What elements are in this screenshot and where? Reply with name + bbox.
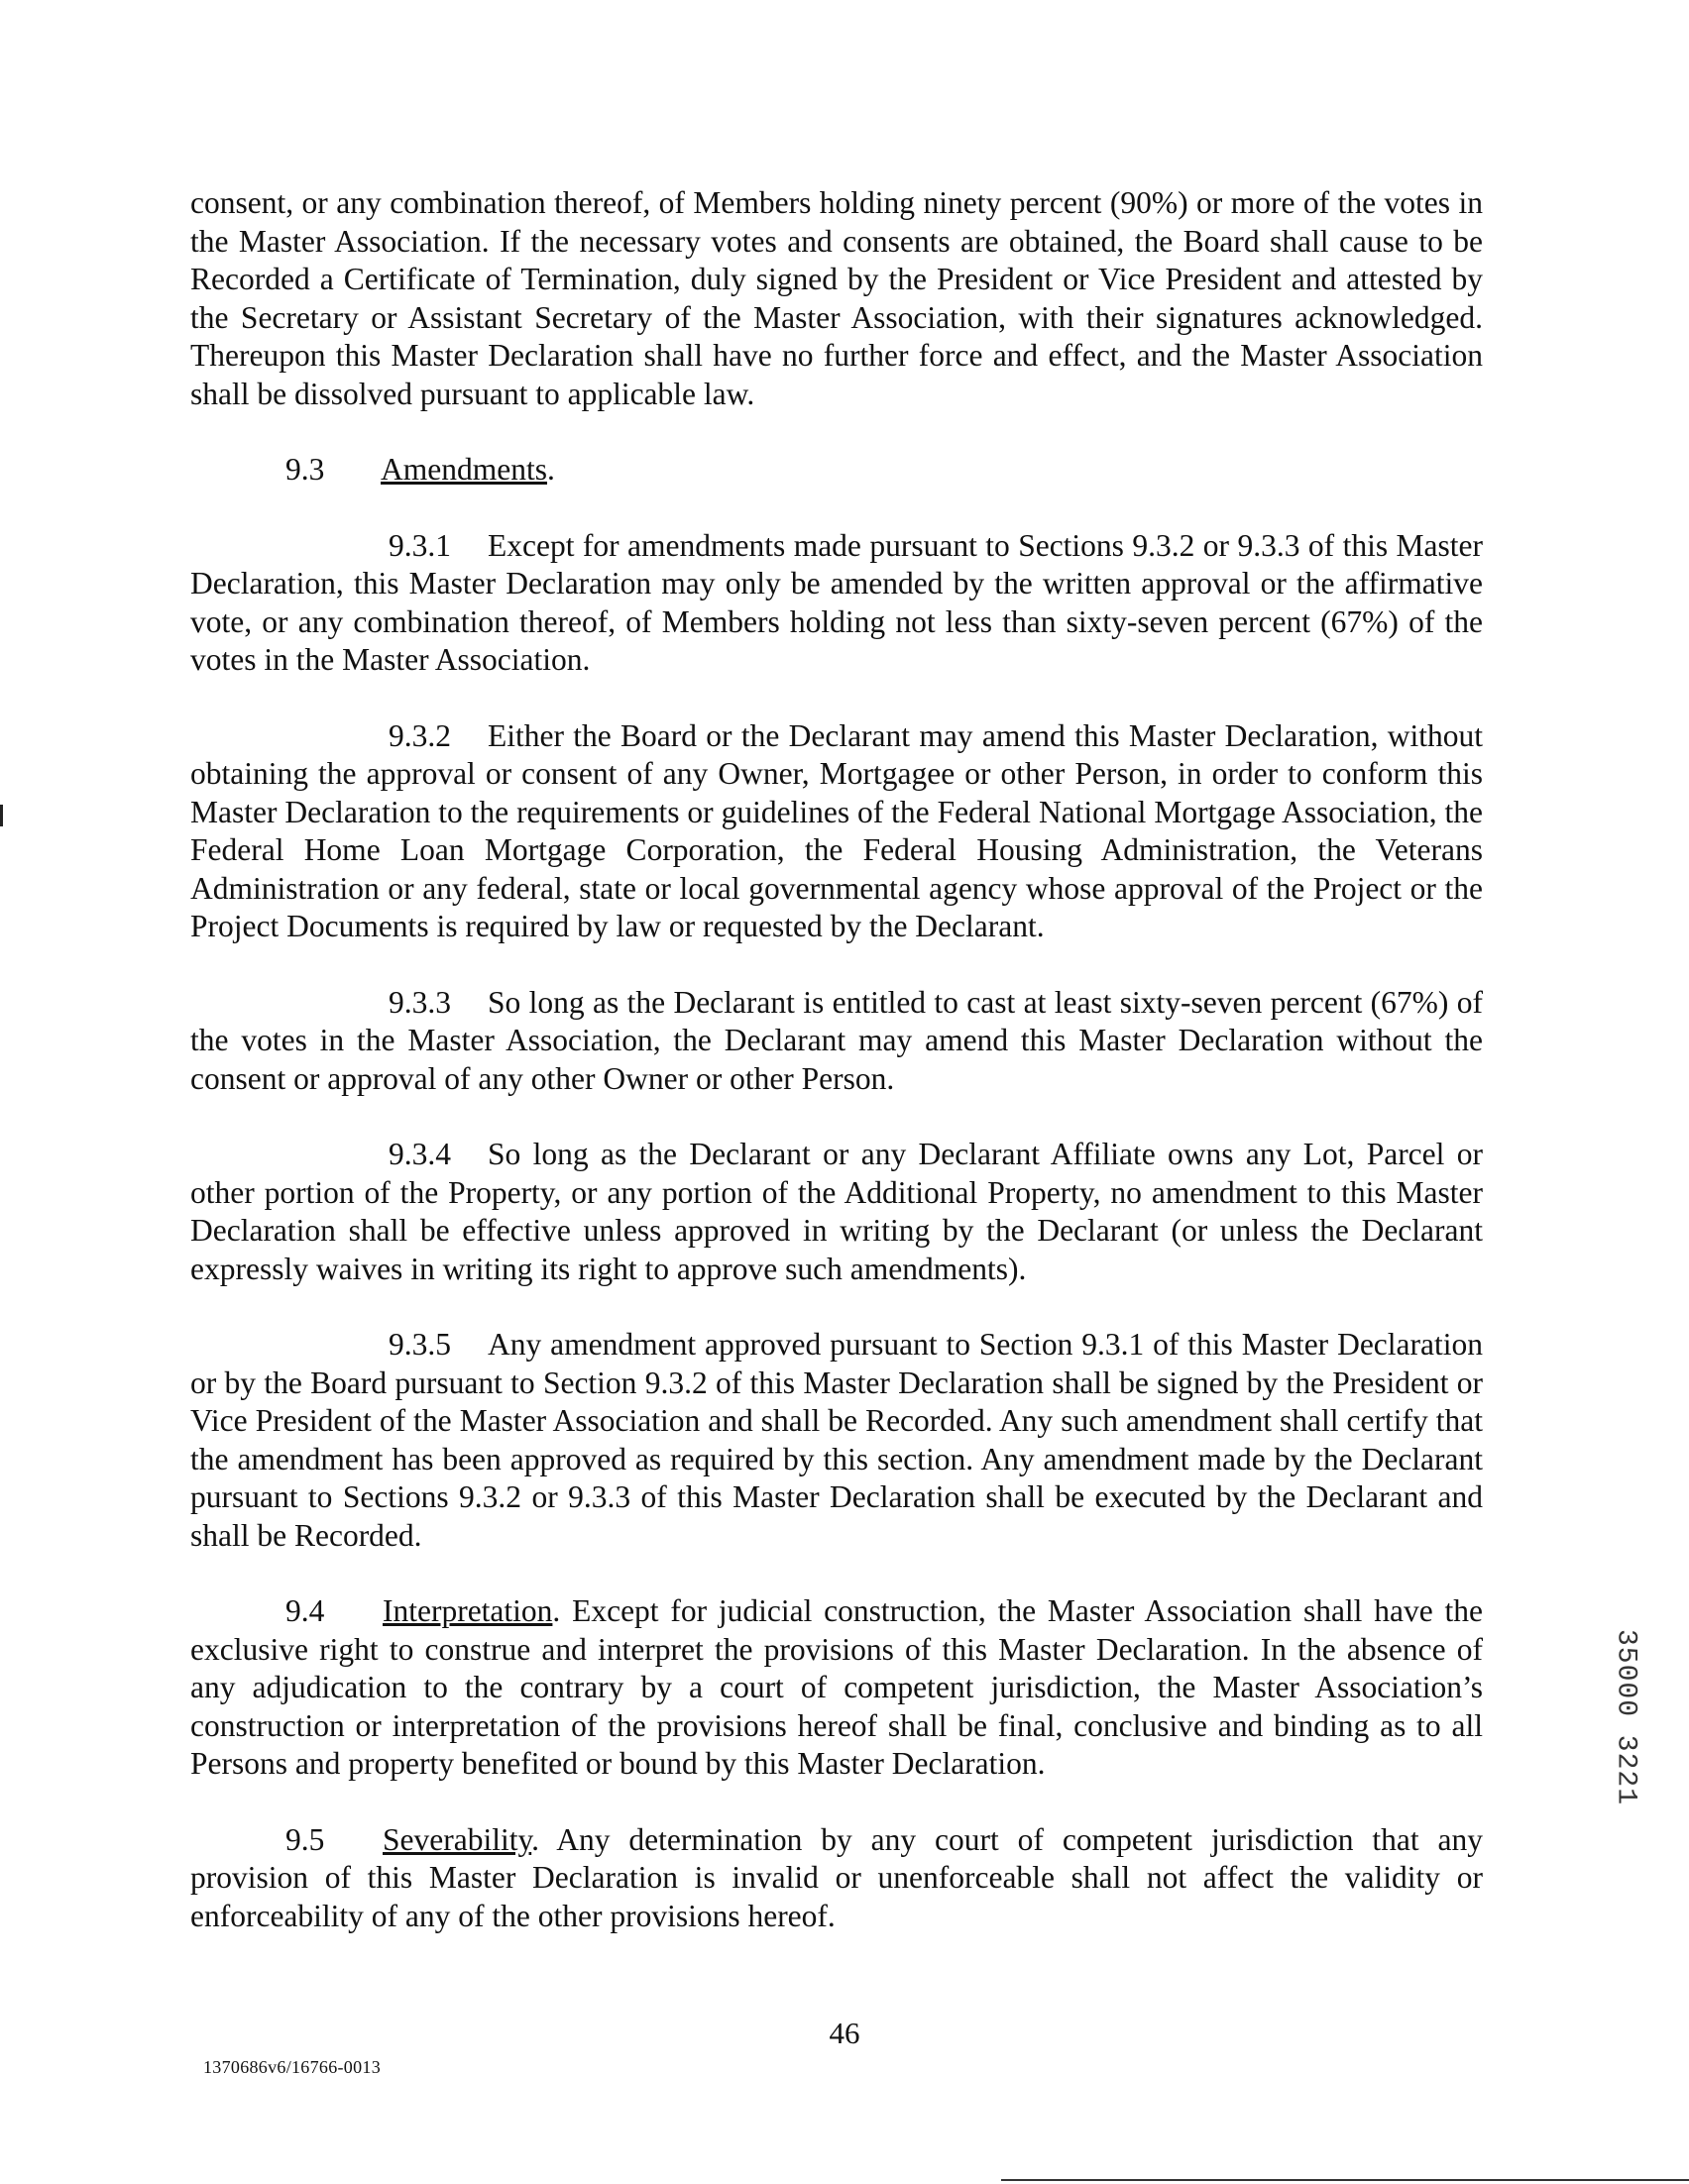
scan-edge-mark	[0, 805, 3, 826]
recording-stamp-text: 35000 3221	[1610, 1628, 1641, 1806]
subsection-text: Any amendment approved pursuant to Section 9.3.1 of this Master Declaration or by the Board pursuant to Section 9.3.2 of this Master Declaration shall be signed by the President or Vice President of the Master Association and shall be Recorded. Any such amendment shall certify that the amendment has been approved as required by this section. Any amendment made by the Declarant pursuant to Sections 9.3.2 or 9.3.3 of this Master Declaration shall be executed by the Declarant and shall be Recorded.	[190, 1327, 1483, 1553]
section-number: 9.3	[285, 452, 325, 487]
section-9-5	[190, 1821, 1483, 1936]
section-9-3-3	[190, 984, 1483, 1099]
section-9-3-5	[190, 1326, 1483, 1555]
section-9-3-heading	[190, 451, 1483, 490]
subsection-text: So long as the Declarant is entitled to cast at least sixty-seven percent (67%) of the votes in the Master Association, the Declarant may amend this Master Declaration without the consent or approval of any other Owner or other Person.	[190, 984, 1483, 1096]
subsection-number: 9.3.2	[389, 717, 451, 753]
recording-stamp	[1606, 1593, 1645, 1841]
section-9-4	[190, 1592, 1483, 1784]
subsection-number: 9.3.4	[389, 1137, 451, 1171]
section-title: Amendments	[381, 452, 547, 487]
subsection-text: Either the Board or the Declarant may amend this Master Declaration, without obtaining the approval or consent of any Owner, Mortgagee or other Person, in order to conform this Master Declaration to the requirements or guidelines of the Federal National Mortgage Association, the Federal Home Loan Mortgage Corporation, the Federal Housing Administration, the Veterans Administration or any federal, state or local governmental agency whose approval of the Project or the Project Documents is required by law or requested by the Declarant.	[190, 717, 1483, 943]
section-text: . Any determination by any court of competent jurisdiction that any provision of this Master Declaration is invalid or unenforceable shall not affect the validity or enforceability of any of the other provisions hereof.	[190, 1821, 1483, 1933]
subsection-number: 9.3.1	[389, 527, 451, 563]
section-text: . Except for judicial construction, the Master Association shall have the exclusive right to construe and interpret the provisions of this Master Declaration. In the absence of any adjudication to the contrary by a court of competent jurisdiction, the Master Association’s construction or interpretation of the provisions hereof shall be final, conclusive and binding as to all Persons and property benefited or bound by this Master Declaration.	[190, 1593, 1483, 1781]
page-number: 46	[829, 2016, 860, 2050]
subsection-text: Except for amendments made pursuant to Sections 9.3.2 or 9.3.3 of this Master Declaration, this Master Declaration may only be amended by the written approval or the affirmative vote, or any combination thereof, of Members holding not less than sixty-seven percent (67%) of the votes in the Master Association.	[190, 527, 1483, 677]
document-id: 1370686v6/16766-0013	[203, 2057, 381, 2077]
subsection-number: 9.3.3	[389, 984, 451, 1020]
section-title: Severability	[383, 1821, 532, 1857]
section-number: 9.5	[285, 1821, 325, 1857]
section-title: Interpretation	[383, 1593, 553, 1628]
section-number: 9.4	[285, 1593, 325, 1628]
section-title-period: .	[546, 452, 555, 487]
document-body	[190, 184, 1483, 1973]
section-9-3-2	[190, 717, 1483, 946]
termination-paragraph-continued: consent, or any combination thereof, of Members holding ninety percent (90%) or more of the votes in the Master Association. If the necessary votes and consents are obtained, the Board shall cause to be Recorded a Certificate of Termination, duly signed by the President or Vice President and attested by the Secretary or Assistant Secretary of the Master Association, with their signatures acknowledged. Thereupon this Master Declaration shall have no further force and effect, and the Master Association shall be dissolved pursuant to applicable law.	[190, 185, 1483, 411]
subsection-number: 9.3.5	[389, 1327, 451, 1362]
section-9-3-1	[190, 527, 1483, 680]
bottom-rule	[1001, 2179, 1689, 2181]
subsection-text: So long as the Declarant or any Declarant Affiliate owns any Lot, Parcel or other portion of the Property, or any portion of the Additional Property, no amendment to this Master Declaration shall be effective unless approved in writing by the Declarant (or unless the Declarant expressly waives in writing its right to approve such amendments).	[190, 1137, 1483, 1286]
section-9-3-4	[190, 1136, 1483, 1288]
